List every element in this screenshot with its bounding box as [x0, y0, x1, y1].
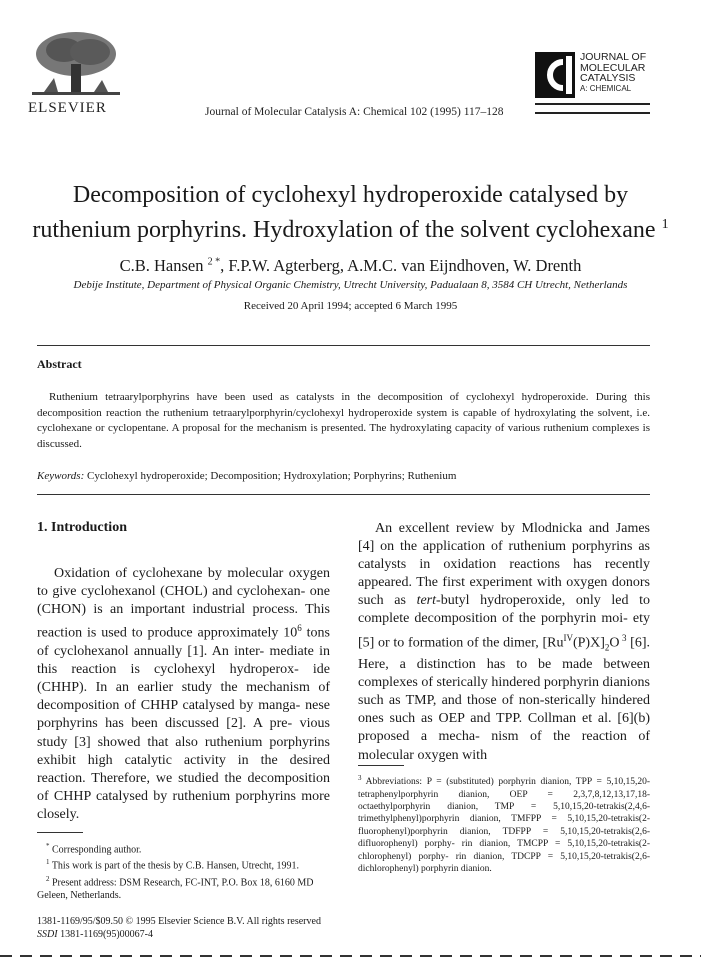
footnote-mark: *	[46, 842, 50, 850]
footnote-mark: 3	[619, 632, 627, 643]
ssdi-line	[37, 928, 321, 941]
affiliation: Debije Institute, Department of Physical Organic Chemistry, Utrecht University, Padualaan 8, 3584 CH Utrecht, Netherlands	[73, 279, 628, 291]
journal-reference: Journal of Molecular Catalysis A: Chemical 102 (1995) 117–128	[205, 106, 504, 118]
author-rest: , F.P.W. Agterberg, A.M.C. van Eijndhoven, W. Drenth	[220, 256, 582, 275]
section-heading: 1. Introduction	[37, 520, 127, 535]
intro-right-text: [6]. Here, a distinction has to be made between complexes of sterically hindered porphyrin dianions such as TMP, and those of non-sterically hindered ones such as OEP and TPP. Collman et al. [6](b) proposed a mecha- nism of the reaction of molecular oxygen with	[358, 635, 650, 763]
keywords-list: Cyclohexyl hydroperoxide; Decomposition; Hydroxylation; Porphyrins; Ruthenium	[87, 470, 457, 482]
footnote	[37, 873, 330, 902]
header-rule	[535, 103, 650, 105]
intro-right-paragraph	[358, 520, 650, 765]
footnote-text: Present address: DSM Research, FC-INT, P.O. Box 18, 6160 MD Geleen, Netherlands.	[37, 876, 314, 901]
intro-right-text: (P)X]	[572, 635, 605, 651]
footnote-mark: 3	[358, 774, 362, 782]
journal-logo-icon	[535, 52, 575, 98]
copyright-block	[37, 915, 321, 941]
keywords-label: Keywords:	[37, 470, 85, 482]
oxidation-state: IV	[563, 632, 573, 643]
received-dates: Received 20 April 1994; accepted 6 March 1995	[243, 300, 458, 312]
footnote	[37, 840, 330, 856]
ssdi-label: SSDI	[37, 929, 58, 940]
abstract-heading: Abstract	[37, 357, 82, 371]
footnote-text: This work is part of the thesis by C.B. Hansen, Utrecht, 1991.	[49, 860, 300, 872]
divider	[37, 494, 650, 495]
footnote-rule	[358, 765, 404, 766]
intro-right-text: O	[609, 635, 620, 651]
title-footnote-mark: 1	[661, 217, 669, 232]
footnote-text: Corresponding author.	[49, 844, 142, 856]
keywords	[37, 470, 650, 482]
journal-logo-line: CATALYSIS	[580, 72, 636, 84]
intro-right-text: -butyl hydroperoxide, only led to complete decomposition of the porphyrin moi- ety [5] or to formation of the dimer, [Ru	[358, 593, 650, 651]
page-edge-dashes	[0, 955, 701, 957]
title-line-2	[0, 210, 701, 245]
intro-left-text: tons of cyclohexanol annually [1]. An inter- mediate in this reaction is cyclohexyl hydroperox- ide (CHHP). In an earlier study the mechanism of decomposition of CHHP catalysed by manga- nese porphyrins has been discussed [2]. A pre- vious study [3] showed that also ruthenium porphyrins exhibit high catalytic activity in the desired reaction. Therefore, we studied the decomposition of CHHP catalysed by ruthenium porphyrins more closely.	[37, 625, 330, 822]
footnote-mark: 2	[46, 874, 50, 883]
article-title	[0, 180, 701, 245]
journal-logo-subtitle: A: CHEMICAL	[580, 83, 632, 93]
elsevier-tree-logo	[24, 28, 128, 102]
italic-term: tert	[416, 593, 437, 609]
divider	[37, 345, 650, 346]
footnote-rule	[37, 832, 83, 833]
author-footnote-mark: 2 *	[207, 256, 221, 268]
header-rule	[535, 112, 650, 114]
ssdi-value: 1381-1169(95)00067-4	[57, 929, 154, 940]
author-list	[0, 256, 701, 276]
title-line-2-text: ruthenium porphyrins. Hydroxylation of the solvent cyclohexane	[32, 217, 656, 243]
journal-logo-line: MOLECULAR	[580, 61, 646, 74]
intro-right-text: An excellent review by Mlodnicka and James [4] on the application of ruthenium porphyrins as catalysts in oxidation reactions has recently appeared. The first experiment with oxygen donors such as	[358, 521, 650, 609]
author-first: C.B. Hansen	[119, 256, 204, 275]
intro-left-text: Oxidation of cyclohexane by molecular oxygen to give cyclohexanol (CHOL) and cyclohexan- one (CHON) is an important industrial process. This reaction is used to produce approximately 10	[37, 566, 330, 641]
title-line-1: Decomposition of cyclohexyl hydroperoxide catalysed by	[72, 182, 629, 208]
footnotes-left	[37, 840, 330, 902]
abstract-body: Ruthenium tetraarylporphyrins have been used as catalysts in the decomposition of cyclohexyl hydroperoxide. During this decomposition reaction the ruthenium tetraarylporphyrin/cyclohexyl hydroperoxide system is capable of hydroxylating the solvent, i.e. cyclohexane or cyclopentane. A proposal for the mechanism is presented. The hydroxylating capacity of various ruthenium complexes is discussed.	[37, 391, 650, 450]
footnote-mark: 1	[46, 858, 50, 867]
intro-left-paragraph	[37, 565, 330, 824]
publisher-name: ELSEVIER	[28, 100, 107, 116]
copyright-line: 1381-1169/95/$09.50 © 1995 Elsevier Science B.V. All rights reserved	[37, 916, 321, 927]
subscript: 2	[604, 642, 610, 653]
footnote	[37, 856, 330, 872]
footnote-text: Abbreviations: P = (substituted) porphyrin dianion, TPP = 5,10,15,20-tetraphenylporphyrin dianion, OEP = 2,3,7,8,12,13,17,18-octaethylporphyrin dianion, TMP = 5,10,15,20-tetrakis(2,4,6-trimethylphenyl)porphyrin dianion, TMFPP = 5,10,15,20-tetrakis(2-fluorophenyl)porphyrin dianion, TDFPP = 5,10,15,20-tetrakis(2,6-difluorophenyl) porphy- rin dianion, TMCPP = 5,10,15,20-tetrakis(2-chlorophenyl) porphy- rin dianion, TDCPP = 5,10,15,20-tetrakis(2,6-dichlorophenyl) porphyrin dianion.	[358, 777, 650, 874]
footnote-abbreviations	[358, 772, 650, 875]
exponent: 6	[297, 623, 302, 634]
journal-logo-line: JOURNAL OF	[580, 51, 647, 63]
journal-logo-text	[580, 52, 646, 94]
